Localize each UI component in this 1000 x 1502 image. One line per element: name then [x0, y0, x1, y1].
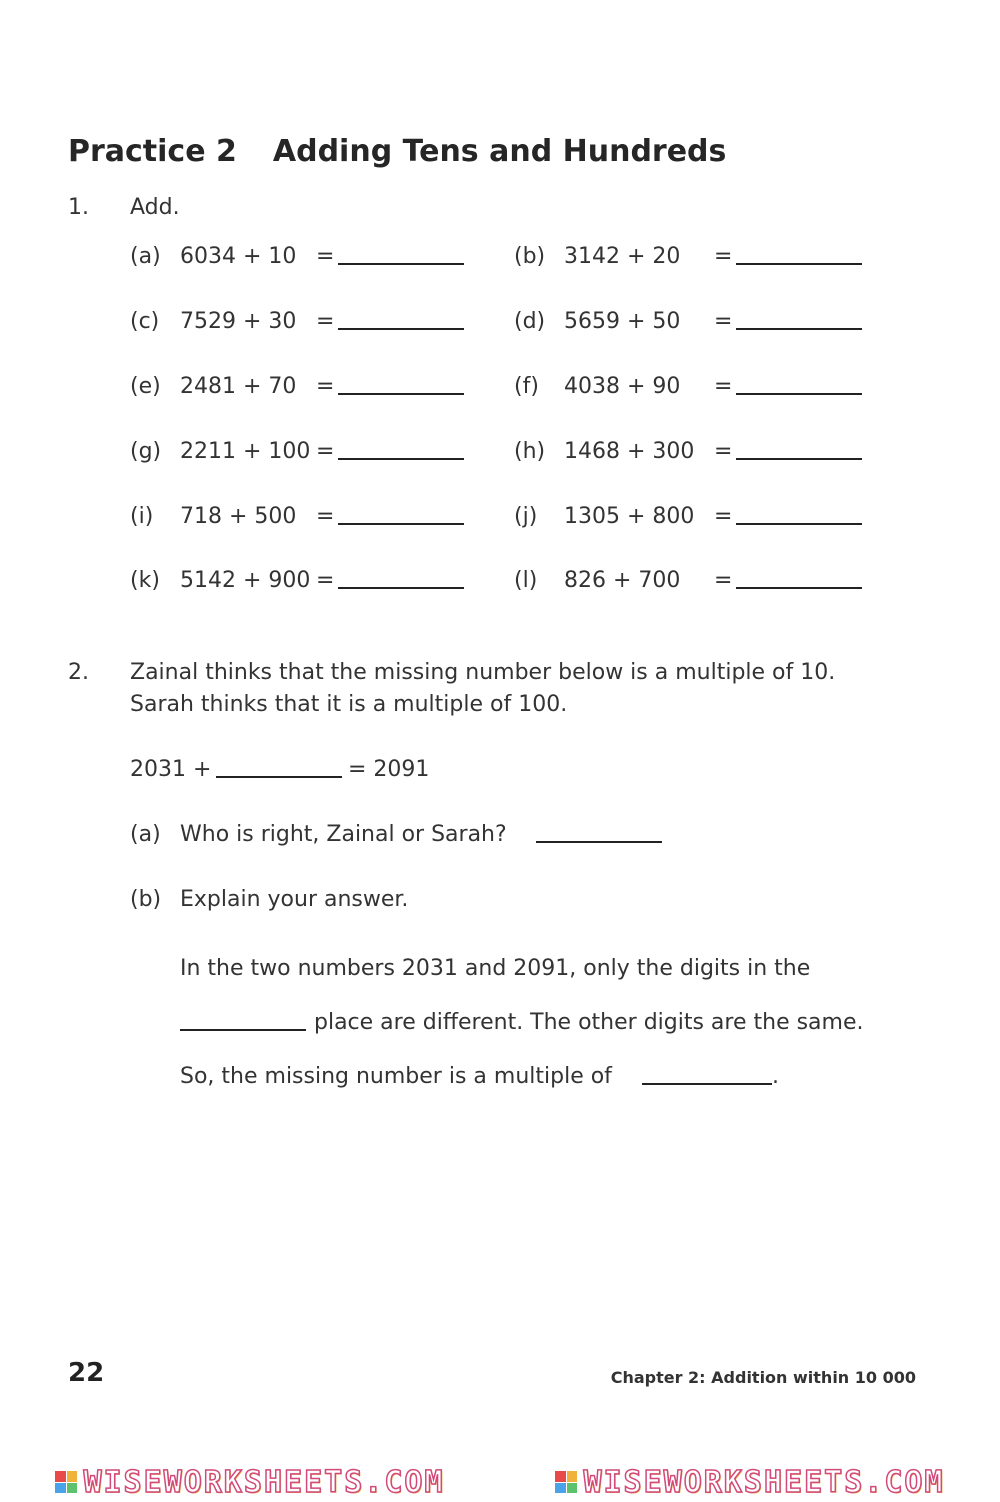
equals-sign: = — [714, 374, 733, 399]
item-expr: 1468 + 300 — [564, 439, 695, 464]
equals-sign: = — [316, 504, 335, 529]
item-label: (l) — [514, 568, 538, 593]
answer-blank-j[interactable] — [736, 523, 862, 525]
answer-blank-h[interactable] — [736, 458, 862, 460]
part-label: (a) — [130, 822, 161, 847]
answer-blank-i[interactable] — [338, 523, 464, 525]
item-label: (j) — [514, 504, 538, 529]
watermark-text: WISEWORKSHEETS.COM — [83, 1464, 445, 1500]
watermark-logo-icon — [55, 1471, 77, 1493]
item-expr: 4038 + 90 — [564, 374, 681, 399]
q2-number: 2. — [68, 660, 89, 685]
watermark-unit — [555, 1465, 944, 1500]
watermark-text: WISEWORKSHEETS.COM — [583, 1464, 945, 1500]
answer-blank-e[interactable] — [338, 393, 464, 395]
equals-sign: = — [714, 309, 733, 334]
explain-line-3-end: . — [772, 1064, 779, 1089]
item-expr: 718 + 500 — [180, 504, 297, 529]
missing-number-blank[interactable] — [216, 776, 342, 778]
q1-item-c — [130, 309, 296, 334]
item-expr: 7529 + 30 — [180, 309, 297, 334]
q1-item-b — [514, 244, 680, 269]
chapter-label: Chapter 2: Addition within 10 000 — [610, 1368, 916, 1387]
item-label: (e) — [130, 374, 161, 399]
item-label: (k) — [130, 568, 160, 593]
q1-item-h — [514, 439, 694, 464]
item-label: (g) — [130, 439, 162, 464]
title-name: Adding Tens and Hundreds — [272, 134, 727, 169]
q2-eq-right: = 2091 — [348, 757, 430, 782]
page-number: 22 — [68, 1358, 105, 1388]
q2-line-2: Sarah thinks that it is a multiple of 100. — [130, 692, 568, 717]
explain-line-2: place are different. The other digits are the same. — [314, 1010, 864, 1035]
q1-instruction: Add. — [130, 195, 180, 220]
answer-blank-d[interactable] — [736, 328, 862, 330]
q1-item-j — [514, 504, 694, 529]
item-label: (c) — [130, 309, 160, 334]
item-label: (d) — [514, 309, 546, 334]
answer-blank-a[interactable] — [338, 263, 464, 265]
answer-blank-c[interactable] — [338, 328, 464, 330]
equals-sign: = — [714, 568, 733, 593]
explain-line-1: In the two numbers 2031 and 2091, only the digits in the — [180, 956, 811, 981]
item-expr: 2481 + 70 — [180, 374, 297, 399]
watermark-strip — [0, 1462, 1000, 1502]
item-label: (h) — [514, 439, 546, 464]
q1-item-a — [130, 244, 296, 269]
q2-part-a — [130, 822, 507, 847]
item-label: (f) — [514, 374, 539, 399]
q1-item-l — [514, 568, 680, 593]
q1-item-g — [130, 439, 310, 464]
item-expr: 5142 + 900 — [180, 568, 311, 593]
equals-sign: = — [316, 439, 335, 464]
explain-line-3: So, the missing number is a multiple of — [180, 1064, 612, 1089]
item-expr: 826 + 700 — [564, 568, 681, 593]
answer-blank-l[interactable] — [736, 587, 862, 589]
watermark-logo-icon — [555, 1471, 577, 1493]
equals-sign: = — [316, 244, 335, 269]
q1-item-f — [514, 374, 680, 399]
item-expr: 5659 + 50 — [564, 309, 681, 334]
q1-item-e — [130, 374, 296, 399]
item-label: (i) — [130, 504, 154, 529]
q2-part-b — [130, 887, 408, 912]
equals-sign: = — [714, 439, 733, 464]
equals-sign: = — [714, 244, 733, 269]
answer-blank-place[interactable] — [180, 1029, 306, 1031]
q1-number: 1. — [68, 195, 89, 220]
q1-item-k — [130, 568, 310, 593]
item-expr: 6034 + 10 — [180, 244, 297, 269]
q1-item-i — [130, 504, 296, 529]
part-label: (b) — [130, 887, 162, 912]
watermark-unit — [55, 1465, 444, 1500]
answer-blank-who[interactable] — [536, 841, 662, 843]
part-text: Explain your answer. — [180, 887, 409, 912]
q2-line-1: Zainal thinks that the missing number below is a multiple of 10. — [130, 660, 836, 685]
answer-blank-b[interactable] — [736, 263, 862, 265]
page-title — [68, 134, 726, 169]
equals-sign: = — [316, 374, 335, 399]
q1-item-d — [514, 309, 680, 334]
answer-blank-g[interactable] — [338, 458, 464, 460]
part-text: Who is right, Zainal or Sarah? — [180, 822, 507, 847]
item-label: (a) — [130, 244, 161, 269]
title-prefix: Practice 2 — [68, 134, 237, 169]
q2-eq-left: 2031 + — [130, 757, 212, 782]
answer-blank-multiple[interactable] — [642, 1083, 772, 1085]
answer-blank-f[interactable] — [736, 393, 862, 395]
item-expr: 2211 + 100 — [180, 439, 311, 464]
item-expr: 3142 + 20 — [564, 244, 681, 269]
equals-sign: = — [714, 504, 733, 529]
item-expr: 1305 + 800 — [564, 504, 695, 529]
item-label: (b) — [514, 244, 546, 269]
equals-sign: = — [316, 309, 335, 334]
answer-blank-k[interactable] — [338, 587, 464, 589]
equals-sign: = — [316, 568, 335, 593]
